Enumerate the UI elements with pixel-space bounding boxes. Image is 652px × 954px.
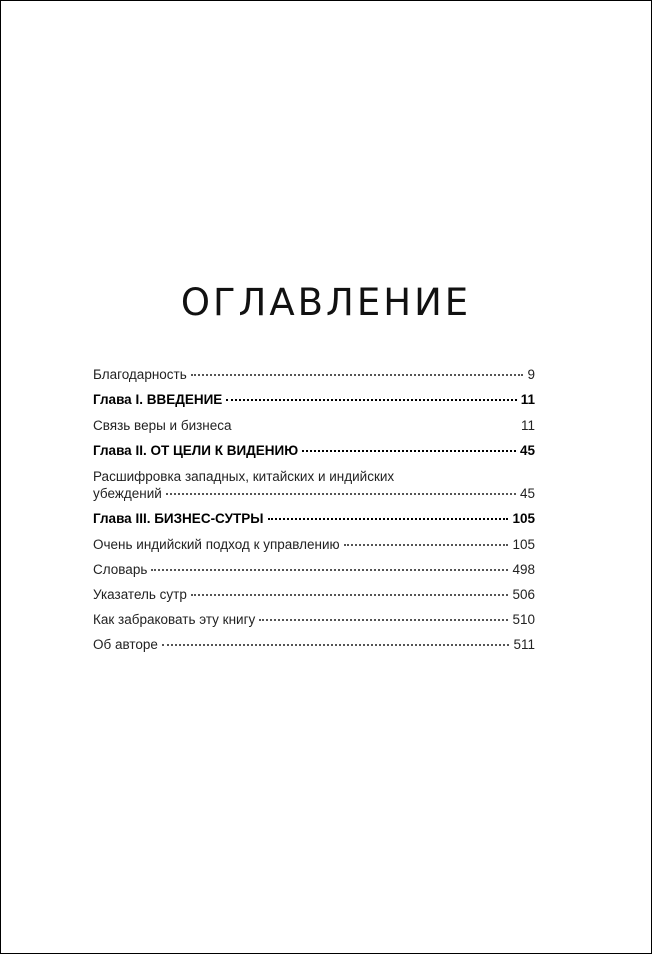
dot-leader — [151, 569, 508, 571]
dot-leader — [162, 644, 510, 646]
toc-entry-label: Благодарность — [93, 367, 187, 382]
toc-entry-label: убеждений — [93, 486, 162, 501]
toc-entry-label: Указатель сутр — [93, 587, 187, 602]
toc-entry-beliefs — [93, 468, 535, 502]
toc-entry-label: Связь веры и бизнеса — [93, 418, 232, 433]
dot-leader — [226, 399, 516, 401]
toc-entry-label: Глава I. ВВЕДЕНИЕ — [93, 392, 223, 407]
toc-entry-indian-approach — [93, 536, 535, 553]
toc-entry-label-line1: Расшифровка западных, китайских и индийских — [93, 469, 395, 484]
dot-leader — [259, 619, 508, 621]
toc-entry-sutra-index — [93, 586, 535, 603]
table-of-contents — [93, 366, 535, 653]
toc-entry-chapter-2 — [93, 442, 535, 459]
toc-entry-chapter-1 — [93, 391, 535, 408]
toc-entry-reject-book — [93, 611, 535, 628]
toc-page-number: 105 — [512, 511, 535, 526]
toc-page-number: 105 — [512, 537, 535, 552]
toc-entry-faith-and-business — [93, 417, 535, 434]
dot-leader — [236, 425, 517, 427]
toc-entry-label: Глава III. БИЗНЕС-СУТРЫ — [93, 511, 264, 526]
toc-entry-acknowledgements — [93, 366, 535, 383]
toc-entry-label: Словарь — [93, 562, 148, 577]
toc-page-number: 45 — [519, 486, 535, 501]
toc-page-number: 9 — [527, 367, 535, 382]
toc-page-number: 506 — [512, 587, 535, 602]
dot-leader — [191, 594, 509, 596]
toc-entry-label: Глава II. ОТ ЦЕЛИ К ВИДЕНИЮ — [93, 443, 299, 458]
dot-leader — [191, 374, 524, 376]
toc-page-number: 11 — [520, 418, 535, 433]
toc-entry-label: Об авторе — [93, 637, 158, 652]
toc-page-number: 511 — [513, 637, 535, 652]
dot-leader — [268, 518, 509, 520]
toc-entry-label: Очень индийский подход к управлению — [93, 537, 340, 552]
page-title: ОГЛАВЛЕНИЕ — [180, 281, 472, 324]
toc-page-number: 11 — [520, 392, 535, 407]
dot-leader — [302, 450, 516, 452]
toc-page-number: 510 — [512, 612, 535, 627]
toc-page-number: 45 — [519, 443, 535, 458]
toc-page-number: 498 — [512, 562, 535, 577]
dot-leader — [344, 544, 509, 546]
toc-entry-chapter-3 — [93, 510, 535, 527]
toc-entry-about-author — [93, 636, 535, 653]
toc-entry-label: Как забраковать эту книгу — [93, 612, 256, 627]
toc-entry-glossary — [93, 561, 535, 578]
dot-leader — [166, 493, 516, 495]
